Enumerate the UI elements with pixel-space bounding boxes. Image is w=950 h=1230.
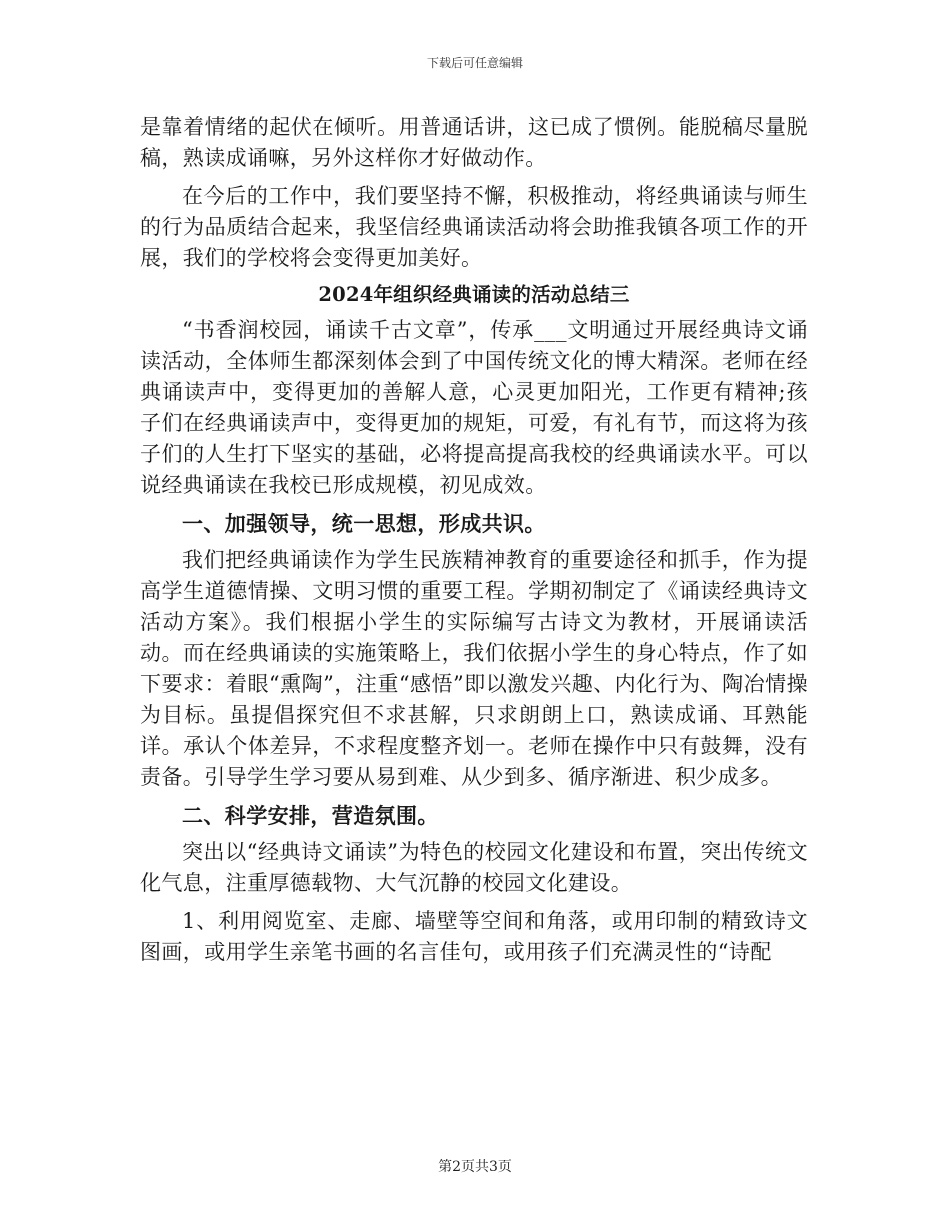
heading-leadership: 一、加强领导，统一思想，形成共识。 [182,510,546,536]
section-title: 2024年组织经典诵读的活动总结三 [318,283,630,306]
paragraph-leadership: 我们把经典诵读作为学生民族精神教育的重要途径和抓手，作为提高学生道德情操、文明习惯的重要工程。学期初制定了《诵读经典诗文活动方案》。我们根据小学生的实际编写古诗文为教材，开展诵读活动。而在经典诵读的实施策略上，我们依据小学生的身心特点，作了如下要求：着眼“熏陶”，注重“感悟”即以激发兴趣、内化行为、陶冶情操为目标。虽提倡探究但不求甚解，只求朗朗上口，熟读成诵、耳熟能详。承认个体差异，不求程度整齐划一。老师在操作中只有鼓舞，没有责备。引导学生学习要从易到难、从少到多、循序渐进、积少成多。 [140,548,808,789]
page-header-note: 下载后可任意编辑 [426,56,523,70]
heading-arrangement: 二、科学安排，营造氛围。 [182,802,439,828]
paragraph-arrangement: 突出以“经典诗文诵读”为特色的校园文化建设和布置，突出传统文化气息，注重厚德载物、大气沉静的校园文化建设。 [140,840,808,895]
paragraph-continued: 是靠着情绪的起伏在倾听。用普通话讲，这已成了惯例。能脱稿尽量脱稿，熟读成诵嘛，另外这样你才好做动作。 [140,115,808,170]
paragraph-item-1: 1、利用阅览室、走廊、墙壁等空间和角落，或用印制的精致诗文图画，或用学生亲笔书画的名言佳句，或用孩子们充满灵性的“诗配 [140,908,808,964]
document-body [140,112,808,974]
paragraph-future-work: 在今后的工作中，我们要坚持不懈，积极推动，将经典诵读与师生的行为品质结合起来，我坚信经典诵读活动将会助推我镇各项工作的开展，我们的学校将会变得更加美好。 [140,183,808,270]
paragraph-intro: “书香润校园，诵读千古文章”，传承___文明通过开展经典诗文诵读活动，全体师生都深刻体会到了中国传统文化的博大精深。老师在经典诵读声中，变得更加的善解人意，心灵更加阳光，工作更有精神;孩子们在经典诵读声中，变得更加的规矩，可爱，有礼有节，而这将为孩子们的人生打下坚实的基础，必将提高提高我校的经典诵读水平。可以说经典诵读在我校已形成规模，初见成效。 [140,318,808,497]
page-number: 第2页共3页 [438,1159,512,1175]
